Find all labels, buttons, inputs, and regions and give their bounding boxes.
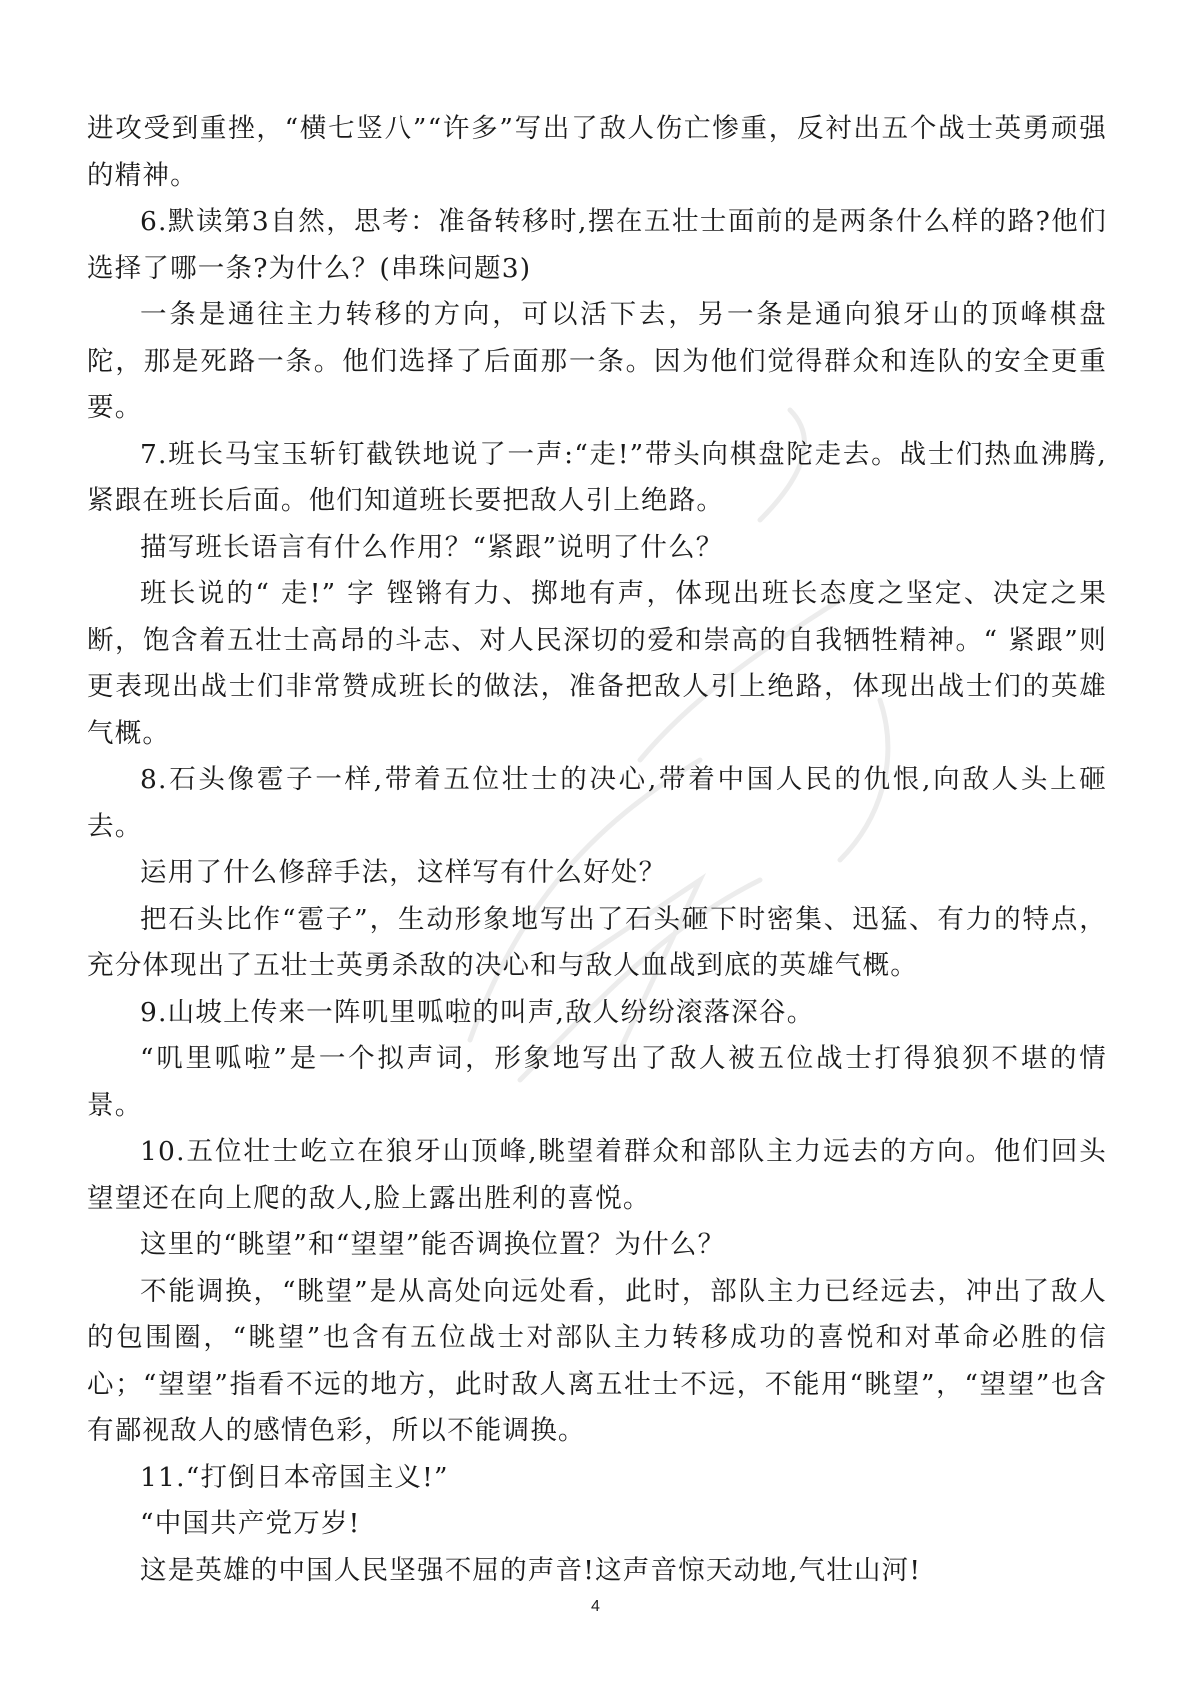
paragraph: 运用了什么修辞手法，这样写有什么好处？ [140,857,667,888]
document-body [87,106,1107,1594]
paragraph: 这里的“眺望”和“望望”能否调换位置？为什么？ [140,1229,726,1260]
paragraph: 8.石头像雹子一样,带着五位壮士的决心,带着中国人民的仇恨,向敌人头上砸去。 [87,764,1107,842]
paragraph: 不能调换，“眺望”是从高处向远处看，此时，部队主力已经远去，冲出了敌人的包围圈，“眺望”也含有五位战士对部队主力转移成功的喜悦和对革命必胜的信心；“望望”指看不远的地方，此时敌人离五壮士不远，不能用“眺望”，“望望”也含有鄙视敌人的感情色彩，所以不能调换。 [87,1275,1107,1446]
paragraph: 11.“打倒日本帝国主义!” [140,1461,449,1493]
paragraph: 班长说的“ 走!” 字 铿锵有力、掷地有声，体现出班长态度之坚定、决定之果断，饱含着五壮士高昂的斗志、对人民深切的爱和崇高的自我牺牲精神。“ 紧跟”则更表现出战士们非常赞成班长的做法，准备把敌人引上绝路，体现出战士们的英雄气概。 [87,578,1107,749]
paragraph: “中国共产党万岁! [140,1508,361,1539]
paragraph: 6.默读第3自然，思考：准备转移时,摆在五壮士面前的是两条什么样的路?他们选择了哪一条?为什么？(串珠问题3) [87,206,1107,284]
paragraph: 描写班长语言有什么作用？“紧跟”说明了什么？ [140,531,724,563]
paragraph: 把石头比作“雹子”，生动形象地写出了石头砸下时密集、迅猛、有力的特点，充分体现出了五壮士英勇杀敌的决心和与敌人血战到底的英雄气概。 [87,903,1107,981]
paragraph: 9.山坡上传来一阵叽里呱啦的叫声,敌人纷纷滚落深谷。 [140,996,815,1028]
paragraph: 进攻受到重挫，“横七竖八”“许多”写出了敌人伤亡惨重，反衬出五个战士英勇顽强的精神。 [87,113,1107,191]
paragraph: “叽里呱啦”是一个拟声词，形象地写出了敌人被五位战士打得狼狈不堪的情景。 [87,1043,1107,1121]
paragraph: 10.五位壮士屹立在狼牙山顶峰,眺望着群众和部队主力远去的方向。他们回头望望还在向上爬的敌人,脸上露出胜利的喜悦。 [87,1136,1107,1214]
paragraph: 这是英雄的中国人民坚强不屈的声音!这声音惊天动地,气壮山河! [140,1554,922,1586]
paragraph: 一条是通往主力转移的方向，可以活下去，另一条是通向狼牙山的顶峰棋盘陀，那是死路一条。他们选择了后面那一条。因为他们觉得群众和连队的安全更重要。 [87,299,1107,423]
page-number: 4 [591,1598,600,1615]
paragraph: 7.班长马宝玉斩钉截铁地说了一声:“走!”带头向棋盘陀走去。战士们热血沸腾,紧跟在班长后面。他们知道班长要把敌人引上绝路。 [87,438,1107,516]
